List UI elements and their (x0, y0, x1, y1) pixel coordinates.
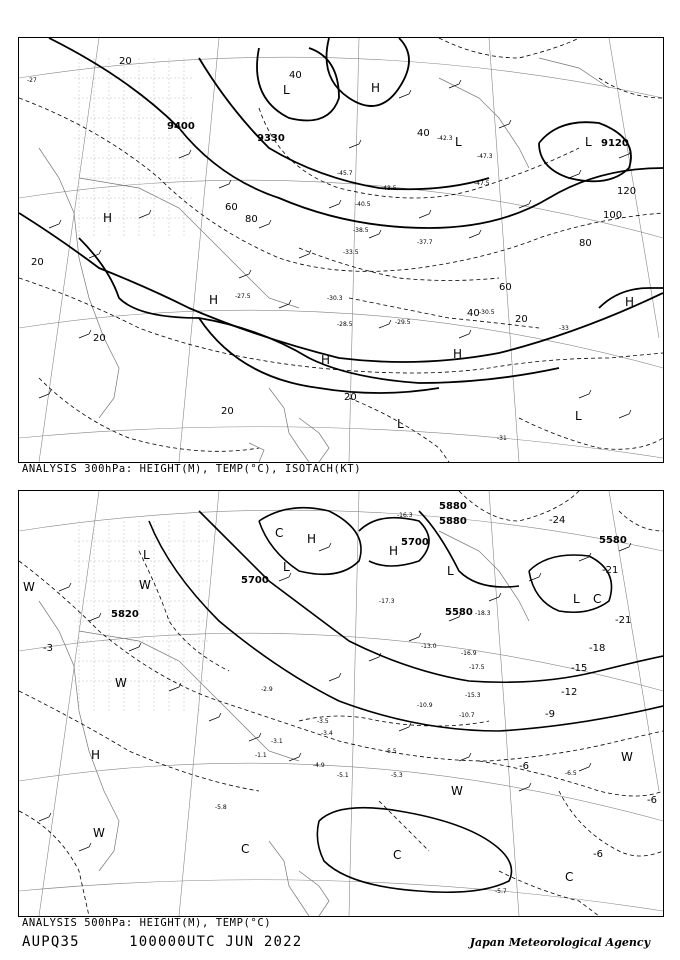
upper-low-mark: L (585, 135, 592, 149)
upper-temp-label: -42.3 (437, 135, 453, 142)
upper-isotach-label: 40 (467, 308, 480, 319)
lower-temp-label: -5.3 (391, 772, 403, 779)
lower-temp-label: -16.3 (397, 512, 413, 519)
lower-temp-label: -18.3 (475, 610, 491, 617)
lower-temp-contour-label: -12 (561, 687, 578, 698)
upper-low-mark: L (283, 83, 290, 97)
upper-temp-label: -37.7 (417, 239, 433, 246)
upper-temp-label: -29.5 (395, 319, 411, 326)
upper-temp-label: -30.3 (327, 295, 343, 302)
lower-cold-mark: C (275, 526, 284, 540)
upper-low-mark: L (575, 409, 582, 423)
upper-height-label: 9330 (257, 133, 285, 144)
lower-wind-barbs (39, 543, 631, 851)
lower-temp-contour-label: -6 (647, 795, 657, 806)
chart-valid-time: 100000UTC JUN 2022 (129, 934, 303, 950)
lower-height-label: 5700 (241, 575, 269, 586)
lower-cold-mark: C (565, 870, 574, 884)
lower-low-mark: L (573, 592, 580, 606)
lower-temp-contour-label: -21 (602, 565, 619, 576)
upper-coastline (39, 58, 609, 462)
lower-warm-mark: W (621, 750, 633, 764)
upper-temp-label: -27.5 (235, 293, 251, 300)
upper-isotach-label: 20 (93, 333, 106, 344)
upper-wind-barbs (39, 80, 631, 418)
upper-temp-label: -47.5 (474, 180, 490, 187)
lower-temp-contour-label: -9 (545, 709, 555, 720)
lower-low-mark: L (447, 564, 454, 578)
lower-temp-contour-label: -24 (549, 515, 566, 526)
upper-low-mark: L (397, 417, 404, 431)
chart-code: AUPQ35 (22, 934, 80, 950)
upper-chart-panel (18, 37, 664, 463)
upper-height-label: 9120 (601, 138, 629, 149)
agency-name: Japan Meteorological Agency (469, 936, 650, 949)
lower-high-mark: H (91, 748, 101, 762)
upper-temp-label: -45.7 (337, 170, 353, 177)
upper-temp-label: -33 (559, 325, 569, 332)
lower-temp-label: -3.1 (271, 738, 283, 745)
lower-grid-hatch (74, 521, 209, 711)
lower-height-label: 5880 (439, 516, 467, 527)
upper-isotach-label: 20 (119, 56, 132, 67)
lower-temp-label: -17.5 (469, 664, 485, 671)
lower-temp-label: -5.8 (215, 804, 227, 811)
lower-height-label: 5580 (445, 607, 473, 618)
lower-chart-panel (18, 490, 664, 917)
upper-graticule (19, 38, 663, 462)
upper-isotach-label: 20 (31, 257, 44, 268)
upper-isotachs (19, 38, 663, 462)
lower-temp-label: -4.9 (313, 762, 325, 769)
upper-chart-caption: ANALYSIS 300hPa: HEIGHT(M), TEMP(°C), ISOTACH(KT) (22, 463, 362, 475)
lower-chart-map (19, 491, 663, 916)
upper-height-label: 9400 (167, 121, 195, 132)
upper-high-mark: H (371, 81, 381, 95)
lower-temp-label: -2.9 (261, 686, 273, 693)
lower-temp-contour-label: -18 (589, 643, 606, 654)
upper-isotach-label: 40 (289, 70, 302, 81)
lower-height-label: 5880 (439, 501, 467, 512)
lower-temp-contour-label: -3 (43, 643, 53, 654)
lower-temp-contour-label: -15 (571, 663, 588, 674)
lower-temp-label: -3.5 (317, 718, 329, 725)
lower-height-label: 5700 (401, 537, 429, 548)
lower-low-mark: L (283, 560, 290, 574)
lower-temp-label: -1.1 (255, 752, 267, 759)
lower-height-label: 5820 (111, 609, 139, 620)
lower-warm-mark: W (139, 578, 151, 592)
upper-high-mark: H (209, 293, 219, 307)
lower-warm-mark: W (23, 580, 35, 594)
upper-isotach-label: 60 (499, 282, 512, 293)
lower-temp-contour-label: -6 (593, 849, 603, 860)
upper-temp-label: -43.5 (381, 185, 397, 192)
lower-cold-mark: C (593, 592, 602, 606)
lower-temp-label: -13.0 (421, 643, 437, 650)
lower-temp-contour-label: -21 (615, 615, 632, 626)
upper-temp-label: -31 (497, 435, 507, 442)
upper-isotach-label: 80 (579, 238, 592, 249)
lower-chart-caption: ANALYSIS 500hPa: HEIGHT(M), TEMP(°C) (22, 917, 272, 929)
lower-temp-label: -15.3 (465, 692, 481, 699)
lower-height-label: 5580 (599, 535, 627, 546)
lower-warm-mark: W (93, 826, 105, 840)
lower-temp-label: -16.9 (461, 650, 477, 657)
lower-temp-label: -17.3 (379, 598, 395, 605)
lower-temp-label: -6.5 (565, 770, 577, 777)
upper-temp-label: -27 (27, 77, 37, 84)
upper-chart-map (19, 38, 663, 462)
upper-temp-label: -47.3 (477, 153, 493, 160)
upper-temp-label: -30.5 (479, 309, 495, 316)
lower-height-contours (149, 508, 663, 893)
upper-isotach-label: 20 (221, 406, 234, 417)
lower-low-mark: L (143, 548, 150, 562)
lower-warm-mark: W (451, 784, 463, 798)
upper-isotach-label: 20 (515, 314, 528, 325)
lower-coastline (39, 531, 529, 916)
upper-grid-hatch (74, 58, 194, 238)
lower-temp-label: -5.1 (337, 772, 349, 779)
upper-isotach-label: 40 (417, 128, 430, 139)
upper-temp-label: -33.5 (343, 249, 359, 256)
upper-high-mark: H (321, 353, 331, 367)
upper-high-mark: H (103, 211, 113, 225)
upper-isotach-label: 80 (245, 214, 258, 225)
lower-temp-label: -3.4 (321, 730, 333, 737)
upper-isotach-label: 20 (344, 392, 357, 403)
upper-isotach-label: 60 (225, 202, 238, 213)
upper-temp-label: -38.5 (353, 227, 369, 234)
lower-cold-mark: C (393, 848, 402, 862)
lower-temp-label: -10.9 (417, 702, 433, 709)
lower-high-mark: H (307, 532, 317, 546)
upper-temp-label: -40.5 (355, 201, 371, 208)
lower-temp-label: -5.5 (385, 748, 397, 755)
lower-cold-mark: C (241, 842, 250, 856)
chart-code-line (22, 934, 302, 950)
lower-high-mark: H (389, 544, 399, 558)
lower-temp-label: -5.7 (495, 888, 507, 895)
upper-low-mark: L (455, 135, 462, 149)
lower-temp-contour-label: -6 (519, 761, 529, 772)
upper-high-mark: H (625, 295, 635, 309)
lower-warm-mark: W (115, 676, 127, 690)
upper-isotach-label: 120 (617, 186, 637, 197)
upper-height-contours (19, 38, 663, 393)
upper-high-mark: H (453, 347, 463, 361)
upper-temp-label: -28.5 (337, 321, 353, 328)
upper-isotach-label: 100 (603, 210, 623, 221)
lower-temp-label: -10.7 (459, 712, 475, 719)
